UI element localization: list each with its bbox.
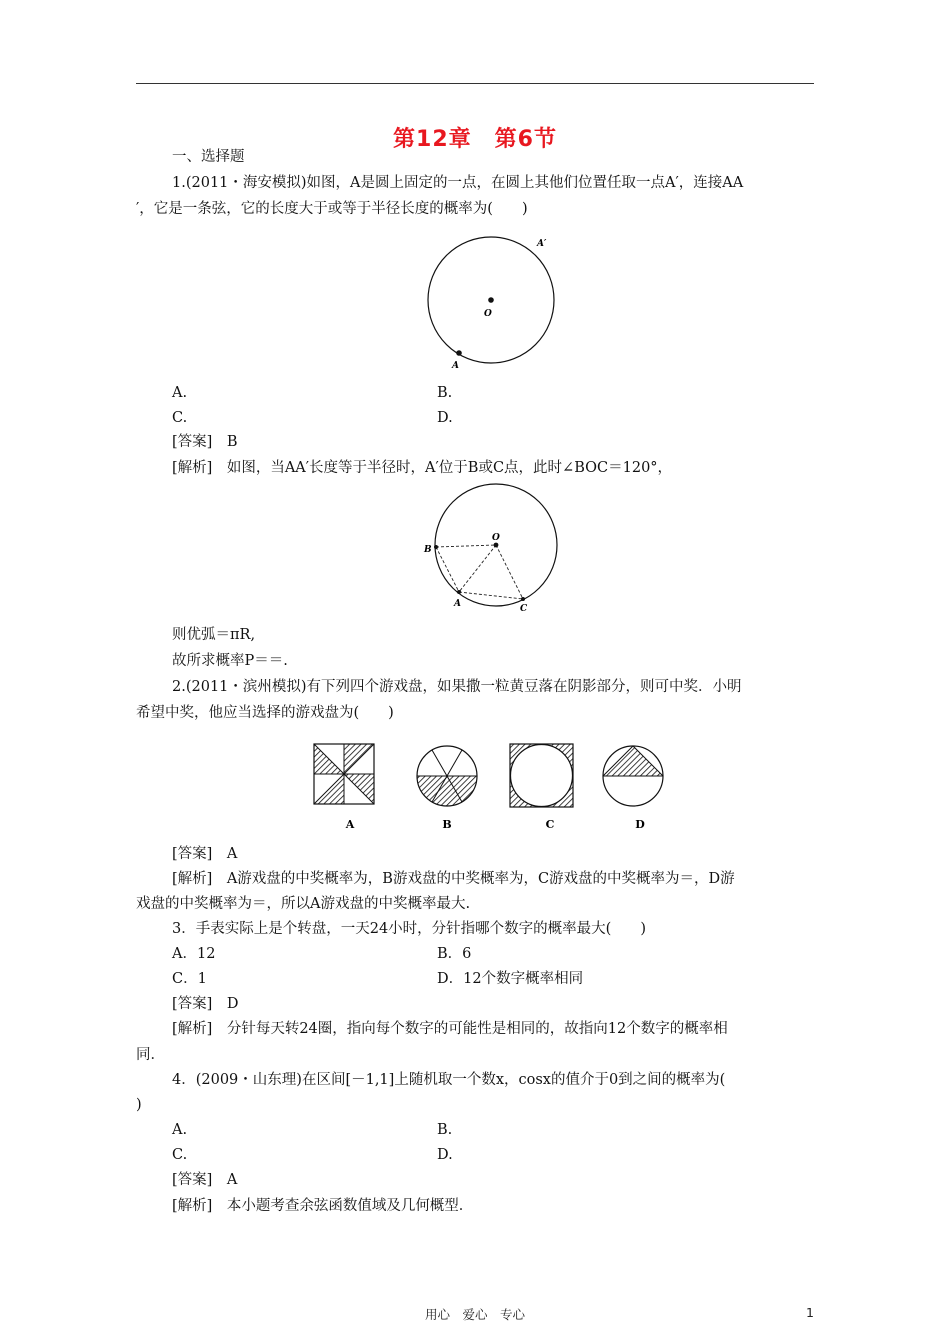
q3-option-a: A．12: [172, 946, 216, 962]
q3-option-b: B．6: [437, 946, 472, 962]
board-label-a: A: [345, 818, 355, 831]
q3-option-d: D．12个数字概率相同: [437, 971, 584, 987]
point-a-2: [457, 590, 461, 594]
page-title: 第12章 第6节: [393, 127, 557, 152]
q4-option-b: B.: [437, 1122, 453, 1138]
q4-option-d: D.: [437, 1147, 453, 1163]
point-c: [521, 597, 525, 601]
q3-stem: 3．手表实际上是个转盘，一天24小时，分针指哪个数字的概率最大( ): [172, 921, 646, 937]
label-o: O: [484, 309, 492, 319]
point-b: [434, 545, 438, 549]
q1-option-a: A.: [172, 385, 188, 401]
q3-analysis-line1: [解析] 分针每天转24圈，指向每个数字的可能性是相同的，故指向12个数字的概率相: [172, 1021, 728, 1037]
q3-analysis-line2: 同．: [136, 1047, 165, 1063]
q1-stem-line1: 1.(2011・海安模拟)如图，A是圆上固定的一点，在圆上其他们位置任取一点A′，连接AA: [172, 175, 744, 191]
q4-analysis: [解析] 本小题考查余弦函数值域及几何概型．: [172, 1198, 474, 1214]
q3-option-c: C．1: [172, 971, 207, 987]
center-point: [488, 297, 494, 303]
point-a: [456, 350, 462, 356]
q2-game-boards-figure: [310, 738, 675, 838]
board-label-c: C: [545, 818, 555, 831]
page-number: 1: [806, 1305, 814, 1320]
label-c: C: [520, 604, 528, 614]
label-o-2: O: [492, 533, 500, 543]
footer-motto: 用心 爱心 专心: [424, 1307, 525, 1322]
q2-stem-line1: 2.(2011・滨州模拟)有下列四个游戏盘，如果撒一粒黄豆落在阴影部分，则可中奖．小明: [172, 679, 742, 695]
board-c: [510, 744, 573, 807]
q1-option-c: C.: [172, 410, 188, 426]
q4-option-a: A.: [172, 1122, 188, 1138]
q2-stem-line2: 希望中奖，他应当选择的游戏盘为( ): [136, 705, 394, 721]
board-d: [603, 746, 663, 806]
q4-stem-line2: ): [136, 1097, 142, 1113]
q1-arc-line: 则优弧＝πR,: [172, 627, 256, 643]
label-a-prime: A′: [537, 239, 547, 249]
label-a: A: [452, 361, 459, 371]
q1-circle-figure: [420, 232, 565, 372]
board-a: [314, 744, 374, 804]
q2-analysis-line2: 戏盘的中奖概率为＝，所以A游戏盘的中奖概率最大.: [136, 896, 471, 912]
q4-stem-line1: 4．(2009・山东理)在区间[－1,1]上随机取一个数x，cosx的值介于0到之间的概率为(: [172, 1072, 726, 1088]
q2-answer: [答案] A: [172, 846, 238, 862]
q1-stem-line2: ′，它是一条弦，它的长度大于或等于半径长度的概率为( ): [136, 201, 528, 217]
board-label-d: D: [635, 818, 645, 831]
q1-answer: [答案] B: [172, 434, 238, 450]
q3-answer: [答案] D: [172, 996, 239, 1012]
q1-option-b: B.: [437, 385, 453, 401]
q2-analysis-line1: [解析] A游戏盘的中奖概率为，B游戏盘的中奖概率为，C游戏盘的中奖概率为＝，D游: [172, 871, 735, 887]
q1-prob-line: 故所求概率P＝＝.: [172, 653, 288, 669]
q1-analysis-figure: [420, 482, 565, 614]
section-heading: 一、选择题: [172, 149, 245, 165]
q1-analysis: [解析] 如图，当AA′长度等于半径时，A′位于B或C点，此时∠BOC＝120°，: [172, 460, 673, 476]
center-point-2: [494, 543, 499, 548]
board-b: [417, 746, 477, 806]
q4-answer: [答案] A: [172, 1172, 238, 1188]
q4-option-c: C.: [172, 1147, 188, 1163]
label-a-2: A: [454, 599, 461, 609]
board-label-b: B: [442, 818, 452, 831]
label-b: B: [424, 545, 432, 555]
header-rule: [136, 83, 814, 84]
q1-option-d: D.: [437, 410, 453, 426]
